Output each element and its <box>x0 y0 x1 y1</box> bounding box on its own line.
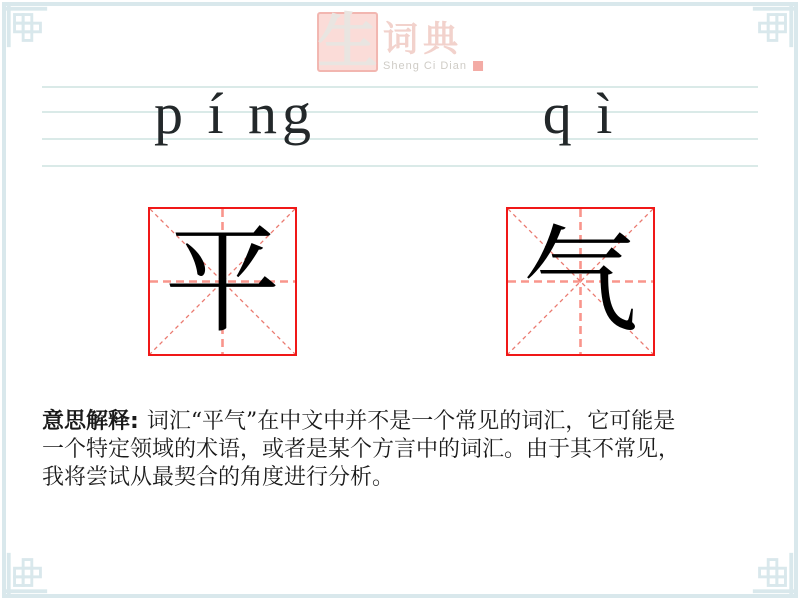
logo-red-square-icon <box>473 61 483 71</box>
pinyin-second-syllable: q ì <box>542 81 618 146</box>
meaning-label: 意思解释: <box>42 409 139 434</box>
meaning-section <box>42 408 766 492</box>
logo-title: 词典 <box>383 19 464 60</box>
character-box-first <box>148 207 297 356</box>
corner-ornament-top-right <box>749 3 797 51</box>
logo-seal-stamp-icon <box>317 7 378 77</box>
logo-romanization: Sheng Ci Dian <box>383 60 467 72</box>
meaning-text-line-2: 一个特定领域的术语，或者是某个方言中的词汇。由于其不常见， <box>42 437 681 462</box>
character-second: 气 <box>522 213 639 349</box>
pinyin-first-syllable: p í ng <box>153 81 317 146</box>
app-logo <box>317 7 483 77</box>
meaning-text-line-1: 词汇“平气”在中文中并不是一个常见的词汇，它可能是 <box>146 409 676 434</box>
meaning-text-line-3: 我将尝试从最契合的角度进行分析。 <box>42 465 395 490</box>
character-box-second <box>506 207 655 356</box>
character-first: 平 <box>164 213 281 349</box>
corner-ornament-top-left <box>3 3 51 51</box>
logo-seal-character: 生 <box>317 7 378 77</box>
corner-ornament-bottom-right <box>749 549 797 597</box>
pinyin-guide-line-4 <box>42 165 758 167</box>
corner-ornament-bottom-left <box>3 549 51 597</box>
